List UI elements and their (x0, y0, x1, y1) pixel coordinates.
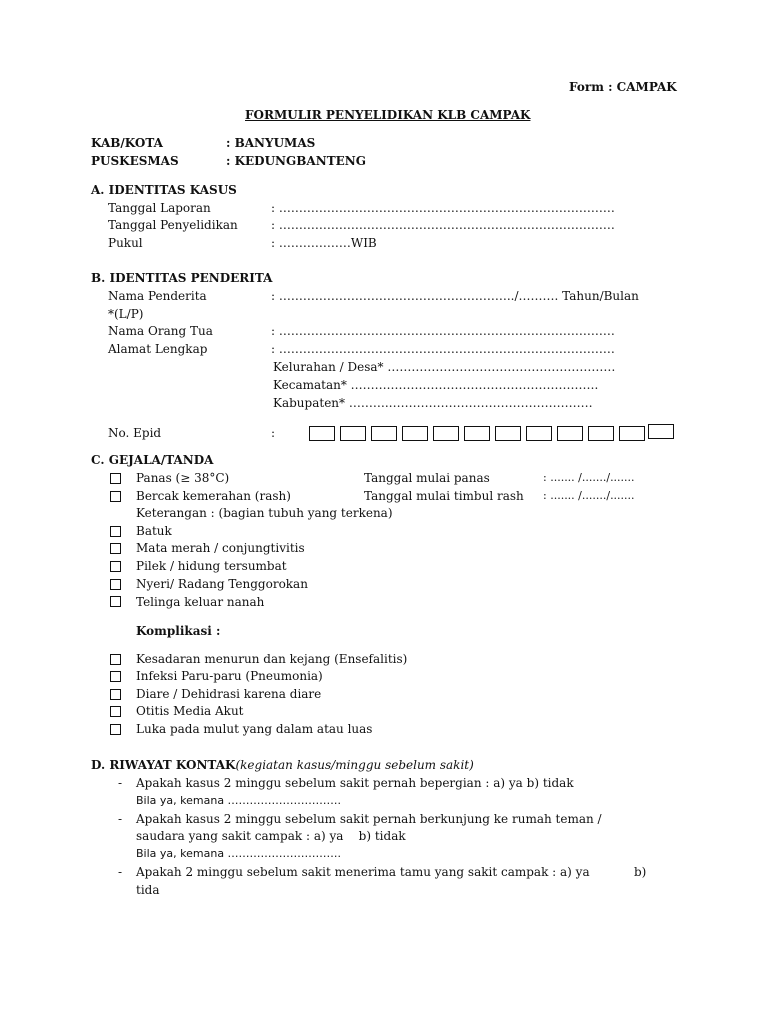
panas-label: Panas (≥ 38°C) (136, 471, 230, 485)
section-c-heading: C. GEJALA/TANDA (91, 453, 214, 467)
otitis-checkbox[interactable] (110, 706, 121, 717)
puskesmas-label: PUSKESMAS (91, 154, 179, 168)
nyeri-label: Nyeri/ Radang Tenggorokan (136, 577, 308, 591)
nama-orang-tua-field[interactable]: : ………………………………………………………………………… (271, 324, 615, 338)
ensefalitis-label: Kesadaran menurun dan kejang (Ensefalitis) (136, 652, 408, 666)
pukul-label: Pukul (108, 236, 143, 250)
section-d-title: D. RIWAYAT KONTAK (91, 758, 236, 772)
epid-digit-box[interactable] (464, 426, 490, 441)
epid-digit-box[interactable] (526, 426, 552, 441)
epid-digit-box[interactable] (648, 424, 674, 439)
sex-label: *(L/P) (108, 307, 144, 321)
question-3-option-b: b) (634, 865, 647, 879)
alamat-field[interactable]: : ………………………………………………………………………… (271, 342, 615, 356)
tanggal-penyelidikan-field[interactable]: : ………………………………………………………………………… (271, 218, 615, 232)
kab-value: : BANYUMAS (226, 136, 316, 150)
nama-penderita-field[interactable]: : …………………………………………………../………. Tahun/Bulan (271, 289, 639, 303)
nyeri-checkbox[interactable] (110, 579, 121, 590)
form-code: Form : CAMPAK (569, 80, 677, 94)
kab-label: KAB/KOTA (91, 136, 163, 150)
rash-date-label: Tanggal mulai timbul rash (364, 489, 524, 503)
batuk-label: Batuk (136, 524, 172, 538)
page-title: FORMULIR PENYELIDIKAN KLB CAMPAK (245, 108, 531, 122)
dash-bullet: - (118, 776, 123, 790)
epid-digit-box[interactable] (557, 426, 583, 441)
dash-bullet: - (118, 865, 123, 879)
epid-label: No. Epid (108, 426, 162, 440)
kelurahan-field[interactable]: Kelurahan / Desa* ………………………………………………… (273, 360, 616, 374)
mata-merah-checkbox[interactable] (110, 543, 121, 554)
telinga-checkbox[interactable] (110, 596, 121, 607)
diare-checkbox[interactable] (110, 689, 121, 700)
epid-digit-box[interactable] (433, 426, 459, 441)
puskesmas-value: : KEDUNGBANTENG (226, 154, 366, 168)
section-a-heading: A. IDENTITAS KASUS (91, 183, 237, 197)
pilek-checkbox[interactable] (110, 561, 121, 572)
question-1: Apakah kasus 2 minggu sebelum sakit pernah bepergian : a) ya b) tidak (136, 776, 574, 790)
tanggal-penyelidikan-label: Tanggal Penyelidikan (108, 218, 238, 232)
tanggal-laporan-field[interactable]: : ………………………………………………………………………… (271, 201, 615, 215)
bercak-checkbox[interactable] (110, 491, 121, 502)
panas-checkbox[interactable] (110, 473, 121, 484)
rash-date-field[interactable]: : ....... /......./....... (543, 489, 635, 502)
nama-penderita-label: Nama Penderita (108, 289, 207, 303)
bercak-label: Bercak kemerahan (rash) (136, 489, 291, 503)
epid-digit-box[interactable] (402, 426, 428, 441)
section-d-note: (kegiatan kasus/minggu sebelum sakit) (235, 758, 474, 772)
ensefalitis-checkbox[interactable] (110, 654, 121, 665)
epid-digit-box[interactable] (588, 426, 614, 441)
epid-colon: : (271, 426, 276, 440)
mata-merah-label: Mata merah / conjungtivitis (136, 541, 305, 555)
epid-digit-box[interactable] (495, 426, 521, 441)
telinga-label: Telinga keluar nanah (136, 595, 265, 609)
pilek-label: Pilek / hidung tersumbat (136, 559, 287, 573)
luka-mulut-checkbox[interactable] (110, 724, 121, 735)
pneumonia-checkbox[interactable] (110, 671, 121, 682)
section-b-heading: B. IDENTITAS PENDERITA (91, 271, 273, 285)
question-1-followup[interactable]: Bila ya, kemana …………………………. (136, 794, 342, 807)
epid-digit-box[interactable] (309, 426, 335, 441)
batuk-checkbox[interactable] (110, 526, 121, 537)
question-3-line2: tida (136, 883, 160, 897)
keterangan-label: Keterangan : (bagian tubuh yang terkena) (136, 506, 393, 520)
alamat-label: Alamat Lengkap (108, 342, 208, 356)
question-2-line2: saudara yang sakit campak : a) ya b) tidak (136, 829, 406, 843)
komplikasi-heading: Komplikasi : (136, 624, 221, 638)
epid-digit-box[interactable] (619, 426, 645, 441)
nama-orang-tua-label: Nama Orang Tua (108, 324, 213, 338)
diare-label: Diare / Dehidrasi karena diare (136, 687, 322, 701)
luka-mulut-label: Luka pada mulut yang dalam atau luas (136, 722, 373, 736)
otitis-label: Otitis Media Akut (136, 704, 244, 718)
question-2-followup[interactable]: Bila ya, kemana …………………………. (136, 847, 342, 860)
kecamatan-field[interactable]: Kecamatan* ……….……………………………………………. (273, 378, 599, 392)
question-2-line1: Apakah kasus 2 minggu sebelum sakit pernah berkunjung ke rumah teman / (136, 812, 602, 826)
tanggal-laporan-label: Tanggal Laporan (108, 201, 211, 215)
section-d-heading (91, 757, 474, 773)
pneumonia-label: Infeksi Paru-paru (Pneumonia) (136, 669, 323, 683)
epid-digit-box[interactable] (340, 426, 366, 441)
pukul-field[interactable]: : ………………WIB (271, 236, 377, 250)
epid-digit-box[interactable] (371, 426, 397, 441)
panas-date-field[interactable]: : ....... /......./....... (543, 471, 635, 484)
kabupaten-field[interactable]: Kabupaten* ……….…………………………………………… (273, 396, 593, 410)
dash-bullet: - (118, 812, 123, 826)
panas-date-label: Tanggal mulai panas (364, 471, 490, 485)
question-3-line1: Apakah 2 minggu sebelum sakit menerima tamu yang sakit campak : a) ya (136, 865, 590, 879)
